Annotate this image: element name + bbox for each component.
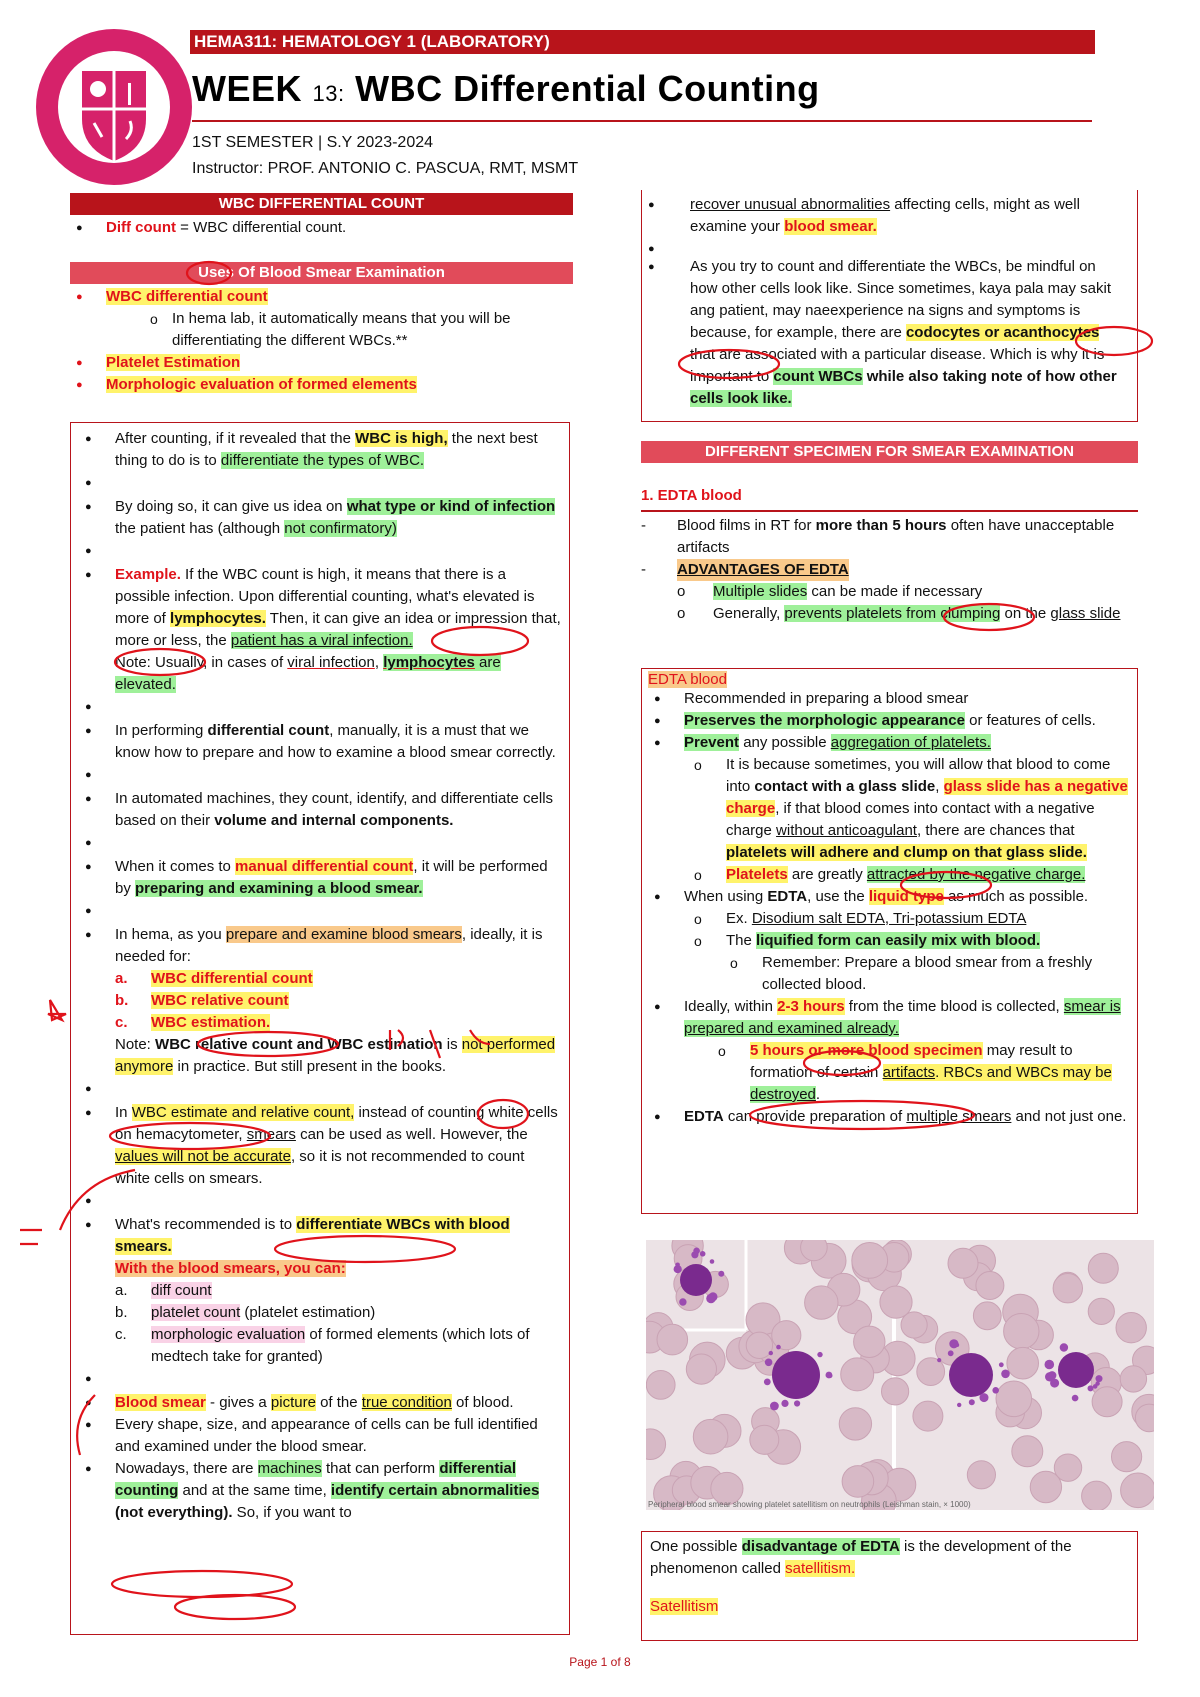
satellitism-box: One possible disadvantage of EDTA is the development of the phenomenon called satellitism. Satellitism: [641, 1531, 1138, 1641]
platelet-dot: [679, 1298, 686, 1305]
uses-list: [70, 286, 580, 396]
rbc-cell: [1121, 1473, 1154, 1508]
list-item: ● Example. If the WBC count is high, it means that there is a possible infection. Upon differential counting, what's elevated is more of lymphocytes. Then, it can give an idea or impression that, more or less, the patient has a viral infection. Note: Usually, in cases of viral infection, lymphocytes are elevated.: [79, 564, 561, 696]
platelet-dot: [700, 1251, 706, 1257]
platelet-dot: [969, 1399, 975, 1405]
rbc-cell: [693, 1419, 728, 1454]
platelet-dot: [1045, 1360, 1055, 1370]
rbc-cell: [1088, 1253, 1118, 1283]
list-item: ● Blood smear - gives a picture of the true condition of blood.: [79, 1392, 561, 1414]
list-item: ● When using EDTA, use the liquid type as much as possible. o Ex. Disodium salt EDTA, Tri-potassium EDTA o The liquified form can easily mix with blood. o Remember: Prepare a blood smear from a freshly collected blood.: [648, 886, 1129, 996]
rbc-cell: [841, 1358, 874, 1391]
rbc-cell: [1082, 1481, 1112, 1510]
edta-details: - Blood films in RT for more than 5 hours often have unacceptable artifacts - ADVANTAGES OF EDTA o Multiple slides can be made if necessary o Generally, prevents platelets from clumping on the glass slide: [641, 517, 1121, 622]
rbc-cell: [772, 1321, 801, 1350]
list-item: ● recover unusual abnormalities affecting cells, might as well examine your blood smear.: [642, 194, 1127, 238]
platelet-dot: [1093, 1384, 1098, 1389]
instructor-line: Instructor: PROF. ANTONIO C. PASCUA, RMT, MSMT: [192, 160, 579, 177]
platelet-dot: [693, 1248, 700, 1255]
platelet-dot: [955, 1343, 959, 1347]
list-item: ● By doing so, it can give us idea on what type or kind of infection the patient has (although not confirmatory): [79, 496, 561, 540]
rbc-cell: [842, 1466, 874, 1498]
course-title-bar: HEMA311: HEMATOLOGY 1 (LABORATORY): [190, 30, 1095, 54]
list-item: ● Every shape, size, and appearance of cells can be full identified and examined under the blood smear.: [79, 1414, 561, 1458]
rbc-cell: [1120, 1366, 1146, 1392]
platelet-dot: [794, 1400, 800, 1406]
uses-title-bar: Uses Of Blood Smear Examination: [70, 262, 573, 284]
rbc-cell: [1053, 1274, 1082, 1303]
platelet-dot: [781, 1400, 788, 1407]
platelet-dot: [992, 1387, 999, 1394]
platelet-dot: [710, 1259, 715, 1264]
platelet-dot: [765, 1359, 773, 1367]
page-title: WEEK 13: WBC Differential Counting: [192, 68, 820, 109]
rbc-cell: [646, 1371, 675, 1400]
list-item: ● In automated machines, they count, identify, and differentiate cells based on their volume and internal components.: [79, 788, 561, 832]
platelet-dot: [817, 1352, 822, 1357]
list-item: ● Preserves the morphologic appearance or features of cells.: [648, 710, 1129, 732]
platelet-dot: [1072, 1395, 1079, 1402]
neutrophil-cell: [1058, 1352, 1094, 1388]
platelet-dot: [980, 1393, 989, 1402]
rbc-cell: [750, 1425, 779, 1454]
rbc-cell: [1088, 1298, 1114, 1324]
rbc-cell: [996, 1381, 1032, 1417]
platelet-dot: [769, 1351, 773, 1355]
rbc-cell: [839, 1408, 871, 1440]
rbc-cell: [973, 1302, 1001, 1330]
edta-rule: [641, 510, 1138, 512]
platelet-dot: [937, 1358, 941, 1362]
list-item: ● Ideally, within 2-3 hours from the time blood is collected, smear is prepared and examined already. o 5 hours or more blood specimen may result to formation of certain artifacts. RBCs and WBCs may be destroyed.: [648, 996, 1129, 1106]
list-item: ● In hema, as you prepare and examine blood smears, ideally, it is needed for: a. WBC differential count b. WBC relative count c. WBC estimation. Note: WBC relative count and WBC estimation is not performed anymore in practice. But still present in the books.: [79, 924, 561, 1078]
platelet-dot: [718, 1271, 724, 1277]
semester-line: 1ST SEMESTER | S.Y 2023-2024: [192, 134, 434, 151]
diff-count-definition: ● Diff count = WBC differential count.: [70, 217, 573, 239]
rbc-cell: [1030, 1471, 1061, 1502]
specimen-title-bar: DIFFERENT SPECIMEN FOR SMEAR EXAMINATION: [641, 441, 1138, 463]
university-seal-logo: [34, 27, 194, 187]
title-rule: [192, 120, 1092, 122]
blood-smear-micrograph: [646, 1240, 1154, 1510]
platelet-dot: [1096, 1375, 1103, 1382]
rbc-cell: [976, 1272, 1004, 1300]
list-item: ● Recommended in preparing a blood smear: [648, 688, 1129, 710]
platelet-dot: [675, 1263, 680, 1268]
list-item: ● WBC differential count o In hema lab, it automatically means that you will be differentiating the different WBCs.**: [70, 286, 580, 352]
section-wbc-differential-count: WBC DIFFERENTIAL COUNT: [70, 193, 573, 215]
list-item: ● Platelet Estimation: [70, 352, 580, 374]
list-item: ● In WBC estimate and relative count, instead of counting white cells on hemacytometer, smears can be used as well. However, the values will not be accurate, so it is not recommended to count white cells on smears.: [79, 1102, 561, 1190]
list-item: ● As you try to count and differentiate the WBCs, be mindful on how other cells look like. Since sometimes, kaya pala may sakit ang patient, may naeexperience na signs and symptoms is because, for example, there are codocytes or acanthocytes that are associated with a particular disease. Which is why it is important to count WBCs while also taking note of how other cells look like.: [642, 256, 1127, 410]
page-number: Page 1 of 8: [569, 1655, 631, 1669]
rbc-cell: [746, 1332, 772, 1358]
rbc-cell: [882, 1378, 909, 1405]
platelet-dot: [706, 1294, 716, 1304]
list-item: ● Morphologic evaluation of formed elements: [70, 374, 580, 396]
rbc-cell: [686, 1354, 716, 1384]
list-item: ● When it comes to manual differential count, it will be performed by preparing and examining a blood smear.: [79, 856, 561, 900]
platelet-dot: [1088, 1385, 1094, 1391]
edta-heading: 1. EDTA blood: [641, 487, 742, 504]
rbc-cell: [805, 1286, 838, 1319]
platelet-dot: [948, 1350, 954, 1356]
rbc-cell: [1012, 1436, 1043, 1467]
platelet-dot: [1001, 1370, 1010, 1379]
left-notes-box: [70, 422, 570, 1635]
list-item: ● Prevent any possible aggregation of platelets. o It is because sometimes, you will allow that blood to come into contact with a glass slide, glass slide has a negative charge, if that blood comes into contact with a negative charge without anticoagulant, there are chances that platelets will adhere and clump on that glass slide. o Platelets are greatly attracted by the negative charge.: [648, 732, 1129, 886]
rbc-cell: [1112, 1442, 1142, 1472]
neutrophil-cell: [772, 1351, 820, 1399]
rbc-cell: [967, 1461, 995, 1489]
platelet-dot: [776, 1345, 781, 1350]
list-item: ● Nowadays, there are machines that can perform differential counting and at the same time, identify certain abnormalities (not everything). So, if you want to: [79, 1458, 561, 1524]
rbc-cell: [917, 1358, 945, 1386]
rbc-cell: [880, 1286, 912, 1318]
platelet-dot: [1048, 1371, 1057, 1380]
rbc-cell: [854, 1326, 885, 1357]
platelet-dot: [999, 1362, 1004, 1367]
list-item: ● EDTA can provide preparation of multiple smears and not just one.: [648, 1106, 1129, 1128]
rbc-cell: [1007, 1347, 1039, 1379]
rbc-cell: [1116, 1313, 1146, 1343]
list-item: ● After counting, if it revealed that the WBC is high, the next best thing to do is to differentiate the types of WBC.: [79, 428, 561, 472]
continued-notes-box: [641, 190, 1138, 422]
micrograph-caption: Peripheral blood smear showing platelet satellitism on neutrophils (Leishman stain, × 1000): [648, 1500, 971, 1509]
neutrophil-cell: [949, 1353, 993, 1397]
platelet-dot: [770, 1402, 779, 1411]
rbc-cell: [948, 1248, 978, 1278]
platelet-dot: [957, 1403, 961, 1407]
rbc-cell: [1092, 1387, 1122, 1417]
edta-blood-box: EDTA blood ● Recommended in preparing a blood smear ● Preserves the morphologic appearance or features of cells. ● Prevent any possible aggregation of platelets. o It is because sometimes, you will allow that blood to come into contact with a glass slide, glass slide has a negative charge, if that blood comes into contact with a negative charge without anticoagulant, there are chances that platelets will adhere and clump on that glass slide. o Platelets are greatly attracted by the negative charge. ● When using EDTA, use the liquid type as much as possible. o Ex. Disodium salt EDTA, Tri-potassium EDTA o The liquified form can easily mix with blood. o Remember: Prepare a blood smear from a freshly collected blood. ● Ideally, within 2-3 hours from the time blood is collected, smear is prepared and examined already. o 5 hours or more blood specimen may result to formation of certain artifacts. RBCs and WBCs may be destroyed. ● EDTA can provide preparation of multiple smears and not just one.: [641, 668, 1138, 1214]
rbc-cell: [657, 1324, 688, 1355]
neutrophil-cell: [680, 1264, 712, 1296]
rbc-cell: [852, 1243, 888, 1279]
platelet-dot: [828, 1374, 833, 1379]
rbc-cell: [913, 1401, 943, 1431]
list-item: ● In performing differential count, manually, it is a must that we know how to prepare and how to examine a blood smear correctly.: [79, 720, 561, 764]
rbc-cell: [1004, 1314, 1039, 1349]
platelet-dot: [764, 1379, 771, 1386]
platelet-dot: [1060, 1343, 1068, 1351]
list-item: ● What's recommended is to differentiate WBCs with blood smears. With the blood smears, you can: a. diff count b. platelet count (platelet estimation) c. morphologic evaluation of formed elements (which lots of medtech take for granted): [79, 1214, 561, 1368]
